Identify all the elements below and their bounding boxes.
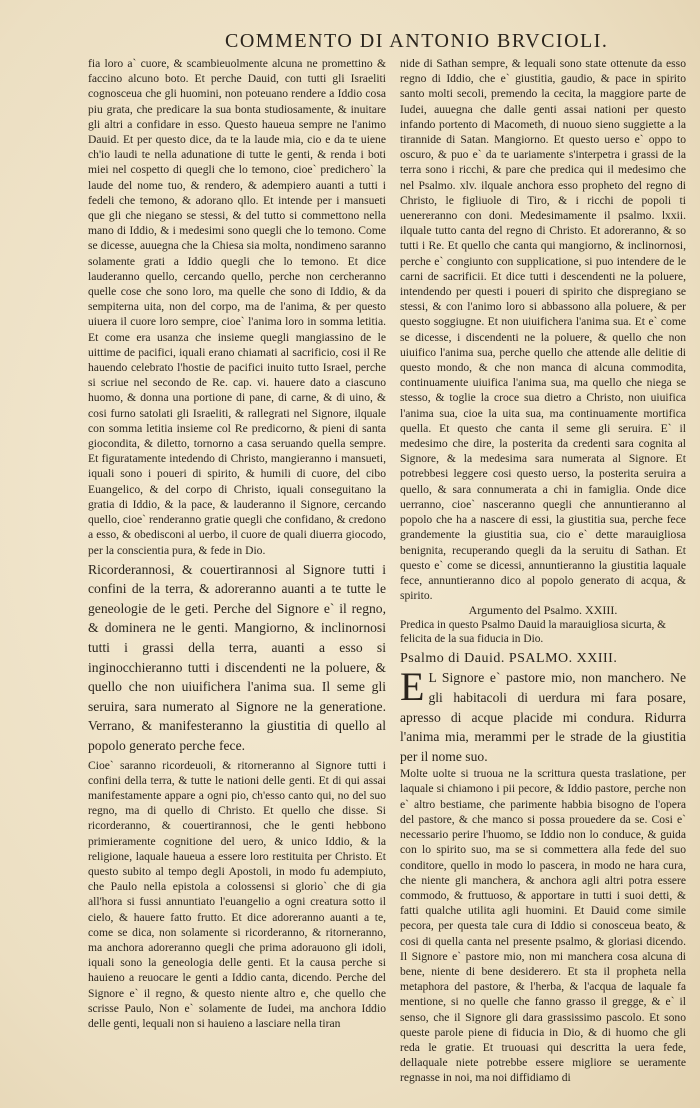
running-header: COMMENTO DI ANTONIO BRVCIOLI. <box>225 30 609 52</box>
left-column <box>88 56 386 1066</box>
psalm-text <box>400 664 686 766</box>
commentary-paragraph: Cioe` saranno ricordeuoli, & ritorneranno al Signore tutti i confini della terra, & tutte le nationi delle genti. Et di qui assai manifestamente appare a ogni pio, ch'esso canto qui, no del suo regno, ma di quello di Christo. Et quello che disse. Si ricorderanno, & couertirannosi, che le genti hebbono primieramente cognitione del uero, & unico Iddio, & la religione, laquale haueua a essere loro restituita per Christo. Et questo subito al tempo degli Apostoli, in modo fu adempiuto, che Paulo nella epistola a colossensi si glorio` che di gia all'hora si fussi annuntiato l'euangelio a ogni creatura sotto il cielo, & hauere fatto frutto. Et dice adoreranno auanti a te, come se dica, non solamente si ricorderanno, & ritorneranno, ma anchora adoreranno quegli che prima adorauono gli idoli, iquali sono la geneologia delle genti. Et la causa perche si hauieno a reuocare le genti a Iddio canta, dicendo. Perche del Signore e` il regno, & questo niente altro e, che quello che scrisse Paulo, Non e` solamente de Iudei, ma anchora Iddio delle genti, lequali non si hauieno a lasciare nella tiran <box>88 758 386 1031</box>
right-column <box>400 56 686 1085</box>
psalm-text-body: L Signore e` pastore mio, non manchero. Ne gli habitacoli di uerdura mi fara posare, apresso di acque placide mi condura. Ridurra l'anima mia, merammi per le strade de la giustitia per il nome suo. <box>400 670 686 764</box>
argument-summary: Predica in questo Psalmo Dauid la marauigliosa sicurta, & felicita de la sua fiducia in Dio. <box>400 619 667 646</box>
commentary-paragraph: Molte uolte si truoua ne la scrittura questa traslatione, per laquale si chiamono i pii pecore, & Iddio pastore, perche non e` altro bestiame, che parimente habbia bisogno de l'opera del pastore, & che manco si possa prouedere da se. Cosi e` necessario perire l'huomo, se Iddio non lo conduce, & guida con lo spirito suo, ma se si commettera alla fede del suo conditore, quello in modo lo pascera, in modo ne hara cura, che niente gli manchera, & anchora agli altri potra essere commodo, & fruttuoso, & apportare in tutti i suoi detti, & fatti qualche utilita agli huomini. Et Dauid come simile pecora, per questa tale cura di Iddio si conosceua beato, & cosi di quella canta nel presente psalmo, & gloriasi dicendo. Il Signore e` pastore mio, non mi manchera cosa alcuna di bene, niente di bene desiderero. Et sta il propheta nella metaphora del pastore, & l'herba, & l'acqua de laquale fa mentione, si no quelle che fanno grasso il gregge, & e` il senso, che il Signore gli dara grassissimo pascolo. Et sono queste parole piene di fiducia in Dio, & di huomo che gli reda le gratie. Et truouasi qui descritta la uera fede, dellaquale niete potrebbe essere migliore se ueramente regnasse in noi, ma noi diffidiamo di <box>400 767 686 1085</box>
drop-cap: E <box>400 664 425 710</box>
psalm-title: Psalmo di Dauid. PSALMO. XXIII. <box>400 651 618 667</box>
argument-heading: Argumento del Psalmo. XXIII. <box>468 603 618 618</box>
commentary-paragraph: nide di Sathan sempre, & lequali sono state ottenute da esso regno di Iddio, che e` giustitia, gaudio, & pace in spirito santo molti secoli, premendo la cecita, la maggiore parte de Iudei, auuegna che dalle genti assai nationi per questo infando portento di Macometh, di nuouo sieno suggiette a la tirannide di Satan. Mangiorno. Et questo uerso e` oppo to oscuro, & puo e` da te uariamente s'interpetra i grassi de la terra sono i ricchi, & pare che predica qui il medesimo che nel Psalmo. xlv. ilquale anchora esso propheto del regno di Christo, le figliuole di Tiro, & i ricchi de popoli ti uenereranno con doni. Medesimamente il psalmo. lxxii. ilquale tutto canta del regno di Christo. Et adoreranno, & so tutti i Re. Et quello che canta qui mangiorno, & inclinornosi, perche e` congiunto con supplicatione, si puo intendere de le carni de sacrificii. Et dice tutti i descendenti ne la poluere, intendendo per questi i poueri di spirito che dispregiano se stessi, & con l'animo loro si abbassono alla poluere, & per questo soggiugne. Et non uiuifichera l'anima sua. Et e` come se dicesse, i discendenti ne la poluere, & quello che non uiuifico l'anima sua, perche quello che attende alle delitie di questo mondo, & che non manca di alcuna commodita, continuamente uiuifica l'anima sua, ma quello che niega se stesso, & toglie la croce sua dietro a Christo, non uiuifica l'anima sua, cioe la uita sua, ma continuamente mortifica quella. Et questo che canta il seme gli seruira. E` il medesimo che dire, la posterita da credenti sara cognita al Signore, & la medesima sara numerata al Signore. Et potrebbesi leggere cosi questo uerso, la posterita seruira a quello, & sara connumerata a chi in famiglia. Onde dice uerranno, cioe` nasceranno quegli che annuntieranno al popolo che ha a nascere di essi, la giustitia sua, perche fece grandemente la giustitia sua, cio e` dette marauigliosa benignita, recuperando quegli da la seruitu di Sathan. Et questo e` come se dicessi, annuntieranno la giustitia laquale fece, annuntieranno dico al popolo generato di acqua, & spirito. <box>400 57 686 603</box>
psalm-verse-paragraph: Ricorderannosi, & couertirannosi al Signore tutti i confini de la terra, & adoreranno auanti a te tutte le geneologie de le geti. Perche del Signore e` il regno, & dominera ne le genti. Mangiorno, & inclinornosi tutti i grassi della terra, auanti a esso si inginocchieranno tutti i discendenti ne la poluere, & quello che non uiuifichera l'anima sua. Il seme gli seruira, sara numerato al Signore ne la generatione. Verrano, & manifesteranno la giustitia di quello al popolo generato perche fece. <box>88 561 386 754</box>
commentary-paragraph: fia loro a` cuore, & scambieuolmente alcuna ne promettino & faccino alcuno boto. Et perche Dauid, con tutti gli Israeliti cognosceua che gli huomini, non poteuano rendere a Iddio cosa piu grata, che predicare la sua bonta studiosamente, & inuitare gli altri a confidare in esso. Questo haueua sempre ne l'animo Dauid. Et per questo dice, da te la laude mia, cio e da te uiene ch'io laudi te nella adunatione di tutte le genti, & renda i boti miei nel cospetto di quegli che lo temono, cioe` predichero` la laude del nome tuo, & rendero, & adempiero auanti a tutti i fedeli che temono, & adorano qllo. Et intende per i mansueti que gli che niegano se stessi, & del tutto si commettono nella mano di Iddio, & i medesimi sono quegli che lo temono. Come se dicesse, auuegna che la Chiesa sia molta, nondimeno saranno solamente grati a Iddio quegli che lo temono. Et dice lauderanno quello, cercando quello, perche non cercheranno quelle cose che sono loro, ma quelle che sono di Iddio, & da sempiterna uita, non del corpo, ma de l'anima, & per questo uiuera il cuore loro sempre, cioe` l'anima loro in somma letitia. Et come era usanza che insieme quegli mangiassino de le uittime de pacifici, iquali erano chiamati al sacrificio, cosi il Re hauendo celebrato l'hostie de pacifici inuito tutto Israel, perche si scriue nel secondo de Re. cap. vi. hauere dato a ciascuno huomo, & donna una portione di pane, di carne, & di uino, & cosi furno satolati gli Israeliti, & rallegrati nel Signore, ilquale con somma letitia insieme col Re predicorno, & pieni di santa giocondita, & diletto, tornorno a casa seruando quella sempre. Et figuratamente intedendo di Christo, mangieranno i mansueti, iquali sono i poueri di spirito, & humili di cuore, del cibo Euangelico, & del corpo di Christo, iquali conseguitano la gratia di Iddio, & la pace, & lauderanno il Signore, cercando quello, cioe` renderanno gratie quegli che confidano, & credono a esso, & obedisconi al uerbo, il cuore de quali diuerra giocodo, per la conscientia pura, & fede in Dio. <box>88 57 386 557</box>
